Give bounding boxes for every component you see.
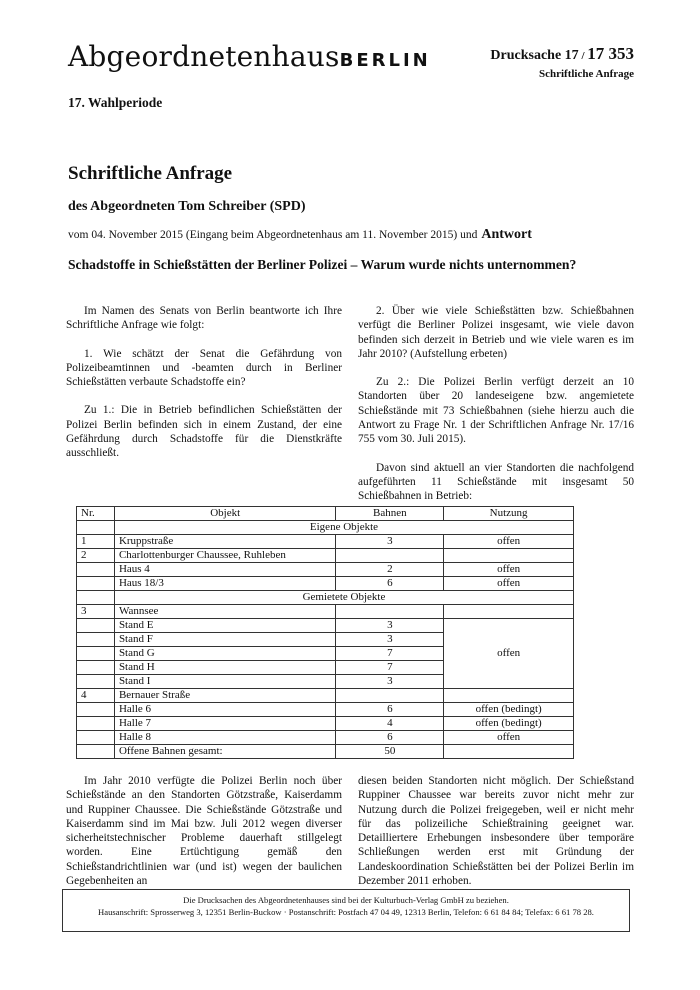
header-cell: Bahnen (336, 507, 444, 521)
date-line: vom 04. November 2015 (Eingang beim Abgeordnetenhaus am 11. November 2015) und Antwort (68, 227, 532, 242)
question-1: 1. Wie schätzt der Senat die Gefährdung von Polizeibeamtinnen und -beamten durch in Berliner Schießstätten verbaute Schadstoffe ein? (66, 347, 342, 389)
document-title: Schriftliche Anfrage (68, 163, 233, 184)
table-header-row (77, 507, 574, 521)
drucksache-number: Drucksache 17 / 17 353 (490, 44, 634, 63)
table-group-row (77, 521, 574, 535)
left-column (66, 304, 342, 475)
right-column (358, 304, 634, 518)
table-row: 4 Bernauer Straße (77, 689, 574, 703)
paragraph: Davon sind aktuell an vier Standorten die nachfolgend aufgeführten 11 Schießstände mit insgesamt 50 Schießbahnen in Betrieb: (358, 461, 634, 503)
parliament-logo (68, 40, 431, 73)
header-cell: Nutzung (444, 507, 574, 521)
logo-wordmark: Abgeordnetenhaus (68, 40, 340, 73)
footer-box (62, 889, 630, 932)
table-row: Haus 4 2 offen (77, 563, 574, 577)
shooting-ranges-table (76, 506, 574, 759)
logo-city: BERLIN (339, 50, 431, 71)
group-label: Gemietete Objekte (114, 591, 573, 605)
paragraph: Im Jahr 2010 verfügte die Polizei Berlin noch über Schießstände an den Standorten Götzstraße, Kaiserdamm und Ruppiner Chaussee. Die Schießstände Götzstraße und Kaiserdamm sind im Mai bzw. Juli 2012 wegen diverser sicherheitstechnischer Probleme dauerhaft stillgelegt worden. Eine Ertüchtigung gemäß den Schießstandrichtlinien war (und ist) wegen der baulichen Gegebenheiten an (66, 775, 342, 888)
header-cell: Objekt (114, 507, 336, 521)
topic-heading: Schadstoffe in Schießstätten der Berliner Polizei – Warum wurde nichts unternommen? (68, 257, 577, 272)
header-cell: Nr. (77, 507, 115, 521)
footer-line: Die Drucksachen des Abgeordnetenhauses sind bei der Kulturbuch-Verlag GmbH zu beziehen. (183, 895, 509, 905)
table-row: Halle 8 6 offen (77, 731, 574, 745)
table-group-row (77, 591, 574, 605)
table-row: Stand E 3 offen (77, 619, 574, 633)
footer-address: Hausanschrift: Sprosserweg 3, 12351 Berlin-Buckow · Postanschrift: Postfach 47 04 49, 12313 Berlin, Telefon: 6 61 84 84; Telefax: 6 61 78 28. (98, 907, 594, 917)
table-row: Stand F 3 (77, 633, 574, 647)
group-label: Eigene Objekte (114, 521, 573, 535)
bottom-right-column (358, 774, 634, 902)
question-2: 2. Über wie viele Schießstätten bzw. Schießbahnen verfügt die Berliner Polizei insgesamt, wie viele davon befinden sich derzeit in Betrieb und wie viele waren es im Jahr 2010? (Aufstellung erbeten) (358, 305, 634, 360)
table-row: 2 Charlottenburger Chaussee, Ruhleben (77, 549, 574, 563)
table-row: Halle 7 4 offen (bedingt) (77, 717, 574, 731)
author-line: des Abgeordneten Tom Schreiber (SPD) (68, 199, 306, 214)
table-row: 1 Kruppstraße 3 offen (77, 535, 574, 549)
answer-2: Zu 2.: Die Polizei Berlin verfügt derzeit an 10 Standorten über 20 landeseigene bzw. angemietete Schießstände mit 73 Schießbahnen (siehe hierzu auch die Antwort zu Frage Nr. 1 der Schriftlichen Anfrage Nr. 17/16 755 vom 30. Juli 2015). (358, 376, 634, 446)
table-row: Halle 6 6 offen (bedingt) (77, 703, 574, 717)
table-total-row: Offene Bahnen gesamt: 50 (77, 745, 574, 759)
paragraph: diesen beiden Standorten nicht möglich. Der Schießstand Ruppiner Chaussee war bereits zuvor nicht mehr zur Nutzung durch die Polizei freigegeben, weil er nicht mehr für das polizeiliche Schießtraining geeignet war. Detailliertere Erhebungen insbesondere über temporäre Schließungen werden erst mit Gründung der Landeskoordination Schießstätten bei der Polizei Berlin im Dezember 2011 erhoben. (358, 775, 634, 888)
table-row: Stand I 3 (77, 675, 574, 689)
usage-merged-cell: offen (444, 619, 574, 689)
wahlperiode: 17. Wahlperiode (68, 95, 163, 110)
bottom-left-column (66, 774, 342, 902)
answer-label: Antwort (481, 227, 532, 242)
answer-1: Zu 1.: Die in Betrieb befindlichen Schießstätten der Polizei Berlin befinden sich in einem Zustand, der eine Gefährdung durch Schadstoffe für die Dienstkräfte ausschließt. (66, 404, 342, 460)
table-row: Haus 18/3 6 offen (77, 577, 574, 591)
table-row: 3 Wannsee (77, 605, 574, 619)
paragraph: Im Namen des Senats von Berlin beantworte ich Ihre Schriftliche Anfrage wie folgt: (66, 305, 342, 332)
table-row: Stand H 7 (77, 661, 574, 675)
drucksache-type: Schriftliche Anfrage (538, 68, 634, 80)
table-row: Stand G 7 (77, 647, 574, 661)
